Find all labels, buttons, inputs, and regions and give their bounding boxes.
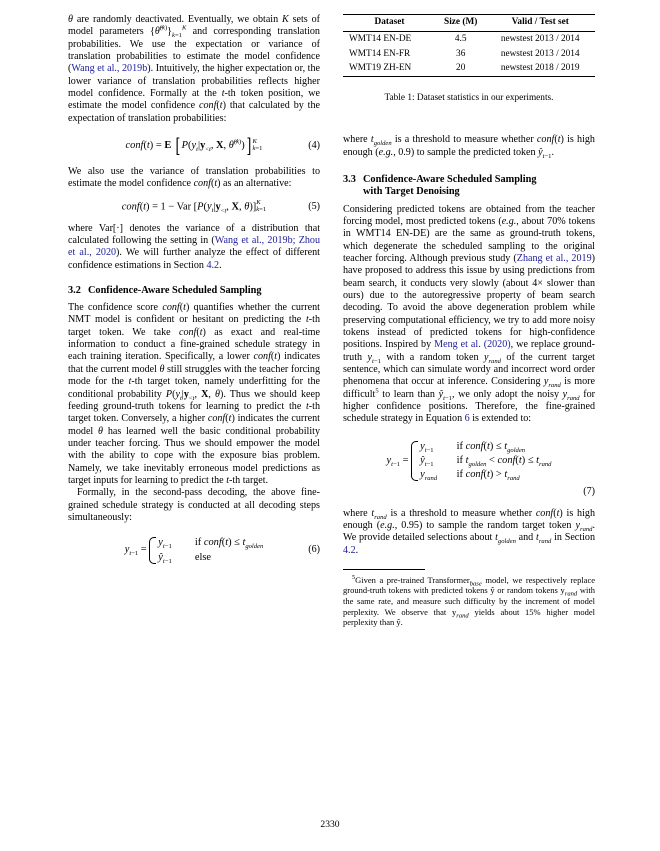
text-run: , 0.9) to sample the predicted token bbox=[393, 146, 539, 158]
text-run: in Section bbox=[551, 532, 595, 544]
text-run: yields about 15% higher model perplexity than ŷ. bbox=[343, 606, 595, 628]
citation-separator: ; bbox=[292, 234, 299, 246]
table-row bbox=[343, 47, 595, 62]
citation-wang-2019b[interactable]: Wang et al., 2019b bbox=[71, 63, 148, 75]
text-run: Given a pre-trained Transformer bbox=[355, 574, 470, 585]
text-run: Considering predicted tokens are obtained from the teacher forcing model, most predicted tokens ( bbox=[343, 203, 595, 227]
table-row bbox=[343, 62, 595, 77]
paragraph-trand-threshold: where $t_{rand}$ is a threshold to measure whether conf(t) is high enough (e.g., 0.95) to sample the random target token $y_{rand}$. We provide detailed selections about $t_{golden}$ and $t_{rand}$ in Section 4.2. bbox=[343, 507, 595, 556]
paragraph-tgolden-threshold: where $t_{golden}$ is a threshold to measure whether conf(t) is high enough (e.g., 0.9) to sample the predicted token $ŷ_{t-1}$. bbox=[343, 134, 595, 160]
text-run: . bbox=[551, 146, 554, 158]
equation-6-tag: (6) bbox=[308, 544, 320, 556]
text-run: ) have proposed to address this issue by using predictions from beam search, it conducts very slowly (about 4× slower than ours) due to the autoregressive property of beam search decoding. To avoid the above degeneration problem while preserving computational efficiency, we try to add more noisy tokens instead of predicted tokens for high-confidence positions. Inspired by bbox=[343, 252, 595, 351]
right-column bbox=[343, 14, 595, 628]
citation-zhou-2020[interactable]: Zhou et al., 2020 bbox=[68, 234, 320, 259]
text-run: is extended to: bbox=[469, 413, 532, 425]
paragraph-variance-alt: We also use the variance of translation probabilities to estimate the model confidence conf(t) as an alternative: bbox=[68, 166, 320, 190]
crossref-equation-6[interactable]: 6 bbox=[464, 413, 470, 425]
text-run: , 0.95) to sample the random target token bbox=[394, 519, 576, 531]
heading-section-3-3 bbox=[343, 174, 595, 199]
equation-4-tag: (4) bbox=[308, 139, 320, 151]
table-header-row bbox=[343, 15, 595, 32]
col-header-valid-test: Valid / Test set bbox=[485, 15, 595, 32]
equation-6-cases: $y_{t-1}$ if conf(t) ≤ $t_{golden}$ $ŷ_{t-1}$ else bbox=[149, 536, 263, 564]
text-run: are randomly deactivated. Eventually, we obtain bbox=[72, 14, 282, 25]
text-run: to learn than bbox=[378, 388, 439, 400]
equation-5: conf(t) = 1 − Var [$P(y_t|y_{<t}$, X, θ)] K k=1 (5) bbox=[121, 198, 320, 215]
paragraph-target-denoising: Considering predicted tokens are obtained from the teacher forcing model, most predicted tokens (e.g., about 70% tokens in WMT14 EN-DE) are the same as ground-truth tokens, which degenerate the scheduled sampling to the original teacher forcing. Although previous study (Zhang et al., 2019) have proposed to address this issue by using predictions from beam search, it conducts very slowly (about 4× slower than ours) due to the autoregressive property of beam search decoding. To avoid the above degeneration problem while preserving computational efficiency, we try to add more noisy tokens instead of predicted tokens for high-confidence positions. Inspired by Meng et al. (2020), we replace ground-truth $y_{t-1}$ with a random token $y_{rand}$ of the current target sentence, which can simulate wordy and incorrect word order phenomena that occur at inference. Considering $y_{rand}$ is more difficult$^5$ to learn than $ŷ_{t-1}$, we only adopt the noisy $y_{rand}$ for higher confidence positions. Therefore, the fine-grained schedule strategy in Equation 6 is extended to: bbox=[343, 203, 596, 425]
text-run: of the current target sentence, which can simulate wordy and incorrect word order phenomena that occur at inference. Considering bbox=[343, 351, 595, 388]
table-1-wrapper bbox=[343, 14, 595, 104]
text-run: is more difficult bbox=[343, 376, 595, 400]
paragraph-confidence-score: The confidence score conf(t) quantifies whether the current NMT model is confident or hesitant on predicting the t-th target token. We take conf(t) as exact and real-time information to conduct a fine-grained schedule strategy in each training iteration. Specifically, a lower conf(t) indicates that the current model θ still struggles with the teacher forcing mode for the t-th target token, namely underfitting for the conditional probability $P(y_t|y_{<t}$, X, θ). Thus we should keep feeding ground-truth tokens for learning to predict the t-th target token. Conversely, a higher conf(t) indicates the current model θ has learned well the basic conditional probability under teacher forcing. Thus we should empower the model with the ability to cope with the exposure bias problem. Namely, we take inevitably erroneous model predictions as target inputs for learning to predict the t-th target. bbox=[68, 302, 321, 486]
text-eg: e.g. bbox=[378, 146, 394, 158]
cell-size: 36 bbox=[456, 48, 466, 59]
text-eg: e.g. bbox=[380, 519, 395, 531]
table-row bbox=[343, 32, 595, 47]
text-run: model, we respectively replace ground-truth tokens with predicted tokens ŷ or random tokens y bbox=[343, 574, 595, 596]
cell-sets: newstest 2013 / 2014 bbox=[485, 32, 595, 47]
text-run: , we replace ground-truth bbox=[343, 339, 596, 363]
citation-meng-2020[interactable]: Meng et al. (2020) bbox=[434, 339, 511, 351]
citation-wang-2019b-2[interactable]: Wang et al., 2019b bbox=[214, 234, 293, 246]
footnote-marker-5[interactable]: 5 bbox=[375, 387, 379, 395]
equation-7-cases: $y_{t-1}$ if conf(t) ≤ $t_{golden}$ $ŷ_{t-1}$ if $t_{golden}$ < conf(t) ≤ $t_{rand}$ $y_{rand}$ if conf(t) > $t_{rand}$ bbox=[411, 440, 551, 482]
text-run: . We provide detailed selections about bbox=[343, 519, 595, 544]
footnote-transformer-base-sub: base bbox=[469, 580, 482, 588]
heading-section-3-2-number: 3.2 bbox=[68, 285, 81, 296]
cell-sets: newstest 2018 / 2019 bbox=[485, 62, 595, 77]
text-run: and corresponding translation probabilities. We use the expectation or variance of translation probabilities to estimate the model confidence ( bbox=[68, 26, 320, 75]
heading-section-3-2-title: Confidence-Aware Scheduled Sampling bbox=[88, 285, 262, 296]
heading-section-3-3-number: 3.3 bbox=[343, 173, 356, 185]
footnote-5: $^5$Given a pre-trained Transformer$_{base}$ model, we respectively replace ground-truth tokens with predicted tokens ŷ or random tokens $y_{rand}$ with the same rate, and measure such difficulty by the increment of model perplexity. We observe that $y_{rand}$ yields about 15% higher model perplexity than ŷ. bbox=[343, 574, 595, 628]
footnote-number: 5 bbox=[352, 574, 356, 582]
paragraph-variance-definition: where Var[·] denotes the variance of a distribution that calculated following the setting in (Wang et al., 2019b; Zhou et al., 2020). We will further analyze the effect of different confidence estimations in Section 4.2. bbox=[68, 222, 320, 271]
equation-4: conf(t) = E [$P(y_t|y_{<t}$, X, θ̂$^{(k)}$)] K k=1 (4) bbox=[125, 133, 320, 158]
left-column bbox=[68, 14, 320, 574]
text-run: that calculated by the expectation of translation probabilities: bbox=[68, 100, 321, 124]
cell-size: 20 bbox=[436, 62, 485, 77]
text-run: -th token position, we estimate the model confidence bbox=[68, 88, 320, 112]
text-run: is a threshold to measure whether bbox=[386, 507, 536, 519]
text-run: sets of model parameters bbox=[68, 14, 320, 38]
text-run: and bbox=[515, 532, 537, 544]
text-run: with the same rate, and measure such difficulty by the increment of model perplexity. We observe that y bbox=[343, 585, 595, 617]
footnote-separator bbox=[343, 569, 425, 570]
text-run: for higher confidence positions. Therefore, the fine-grained schedule strategy in Equation bbox=[343, 388, 596, 425]
heading-section-3-2 bbox=[68, 285, 320, 298]
text-run: is a threshold to measure whether bbox=[391, 134, 537, 146]
cell-size: 4.5 bbox=[436, 32, 485, 47]
crossref-section-4-2[interactable]: 4.2 bbox=[206, 259, 220, 271]
text-run: is high enough ( bbox=[343, 134, 595, 158]
equation-7: $y_{t-1}$ = $y_{t-1}$ if conf(t) ≤ $t_{golden}$ $ŷ_{t-1}$ if $t_{golden}$ < conf(t) ≤ $t_{rand}$ $y_{rand}$ if conf(t) > $t_{rand}$ bbox=[386, 440, 552, 483]
col-header-dataset: Dataset bbox=[343, 15, 436, 32]
text-run: , about 70% tokens in WMT14 EN-DE) are the same as ground-truth tokens, which degenerate the scheduled sampling to the original teacher forcing. Although previous study ( bbox=[343, 215, 595, 264]
citation-zhang-2019[interactable]: Zhang et al., 2019 bbox=[516, 252, 592, 264]
dataset-statistics-table bbox=[343, 14, 595, 77]
cell-sets: newstest 2013 / 2014 bbox=[500, 48, 580, 59]
text-run: with a random token bbox=[380, 351, 484, 363]
text-eg: e.g. bbox=[501, 215, 517, 227]
equation-7-tag: (7) bbox=[583, 486, 595, 498]
text-run: . bbox=[355, 544, 359, 556]
equation-5-tag: (5) bbox=[308, 200, 320, 212]
table-1-caption: Table 1: Dataset statistics in our experiments. bbox=[384, 93, 554, 104]
heading-section-3-3-title-line2: with Target Denoising bbox=[363, 186, 460, 198]
text-run: , we only adopt the noisy bbox=[451, 388, 563, 400]
text-run: where bbox=[343, 134, 371, 146]
equation-6: $y_{t-1}$ = $y_{t-1}$ if conf(t) ≤ $t_{golden}$ $ŷ_{t-1}$ else (6) bbox=[124, 537, 320, 565]
cell-dataset: WMT14 EN-FR bbox=[349, 48, 411, 59]
col-header-size: Size (M) bbox=[436, 15, 485, 32]
crossref-section-4-2-right[interactable]: 4.2 bbox=[343, 544, 356, 556]
heading-section-3-3-title-line1: Confidence-Aware Scheduled Sampling bbox=[363, 173, 537, 185]
cell-dataset: WMT19 ZH-EN bbox=[343, 62, 436, 77]
cell-dataset: WMT14 EN-DE bbox=[343, 32, 436, 47]
text-run: where bbox=[343, 507, 372, 519]
paragraph-dropout-ensemble: θ are randomly deactivated. Eventually, we obtain K sets of model parameters $\{\thetâ^{(k)}\}_{k=1}^K$ and corresponding translation probabilities. We use the expectation or variance of translation probabilities to estimate the model confidence (Wang et al., 2019b). Intuitively, the higher expectation or, the lower variance of translation probabilities reflects higher model confidence. Formally at the t-th token position, we estimate the model confidence conf(t) that calculated by the expectation of translation probabilities: bbox=[68, 14, 321, 124]
text-run: is high enough ( bbox=[343, 507, 595, 531]
paragraph-second-pass: Formally, in the second-pass decoding, the above fine-grained schedule strategy is conducted at all decoding steps simultaneously: bbox=[68, 487, 320, 523]
page-number: 2330 bbox=[320, 819, 340, 830]
text-run: ). Intuitively, the higher expectation or, the lower variance of translation probabilities reflects higher model confidence. Formally at the bbox=[68, 63, 320, 100]
